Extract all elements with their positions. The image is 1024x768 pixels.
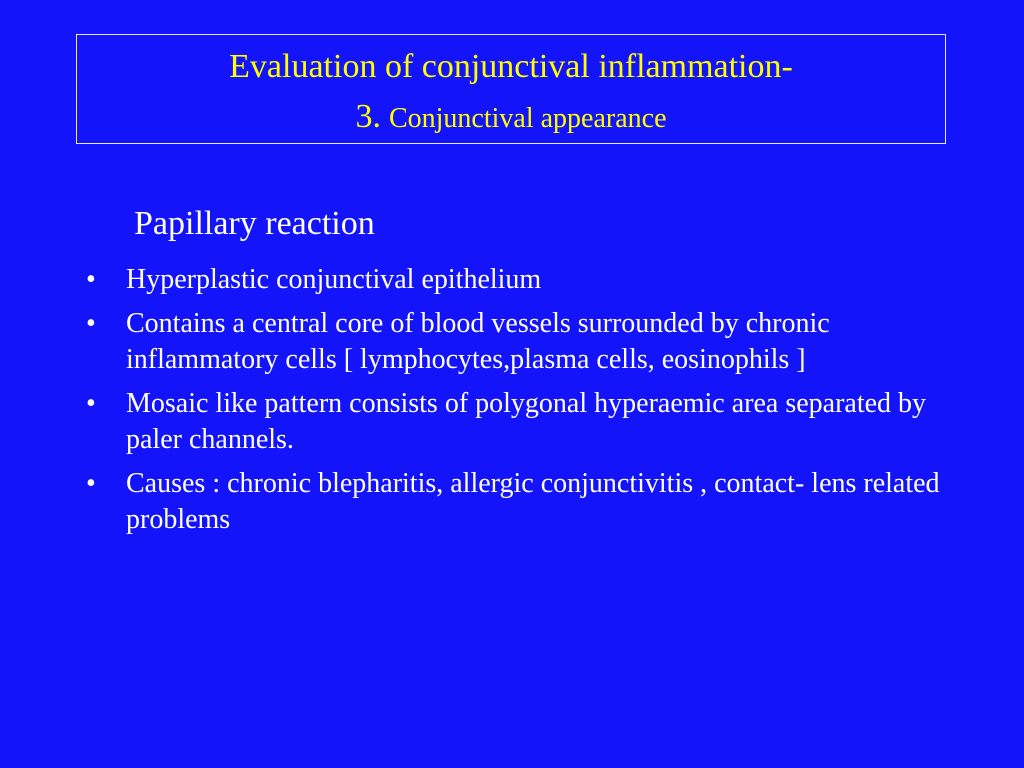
bullet-item — [86, 262, 946, 298]
title-box — [76, 34, 946, 144]
slide-title: Evaluation of conjunctival inflammation- — [229, 48, 793, 85]
slide-subtitle: Conjunctival appearance — [388, 103, 667, 134]
section-heading: Papillary reaction — [134, 205, 375, 242]
slide-subtitle-line — [77, 97, 945, 143]
bullet-icon: • — [86, 388, 96, 419]
bullet-item — [86, 306, 946, 378]
bullet-text: Causes : chronic blepharitis, allergic conjunctivitis , contact- lens related problems — [126, 468, 940, 535]
bullet-item — [86, 466, 946, 538]
title-number: 3. — [355, 98, 381, 135]
bullet-icon: • — [86, 264, 96, 295]
bullet-item — [86, 386, 946, 458]
bullet-list — [86, 262, 946, 546]
bullet-icon: • — [86, 468, 96, 499]
bullet-icon: • — [86, 308, 96, 339]
bullet-text: Contains a central core of blood vessels surrounded by chronic inflammatory cells [ lymphocytes,plasma cells, eosinophils ] — [126, 308, 830, 375]
bullet-text: Mosaic like pattern consists of polygonal hyperaemic area separated by paler channels. — [126, 388, 927, 455]
bullet-text: Hyperplastic conjunctival epithelium — [126, 264, 542, 295]
